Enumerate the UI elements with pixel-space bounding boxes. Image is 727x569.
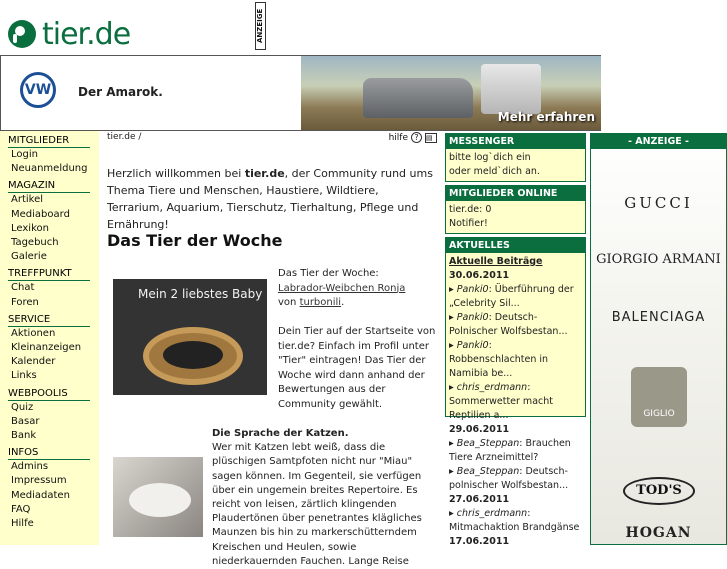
logo-icon (8, 20, 36, 48)
sidebar-item-chat[interactable]: Chat (11, 282, 35, 294)
sidebar-item-tagebuch[interactable]: Tagebuch (11, 237, 59, 249)
sidebar-item-faq[interactable]: FAQ (11, 503, 31, 515)
logo-text: tier.de (42, 16, 131, 52)
main-content (99, 131, 441, 567)
arrow-icon: ▸ (449, 312, 457, 323)
news-list (449, 269, 582, 549)
sidebar-item-links[interactable]: Links (11, 370, 37, 382)
arrow-icon: ▸ (449, 508, 457, 519)
intro-brand: tier.de (244, 167, 285, 180)
top-ad-label: ANZEIGE (255, 2, 266, 50)
news-item[interactable] (449, 283, 582, 311)
pet-of-week-text: Das Tier der Woche: Labrador-Weibchen Ronja von turbonili. Dein Tier auf der Startseite von tier.de? Einfach im Profil unter "Tier" eintragen! Das Tier der Woche wird dann anhand der Bewertungen aus der Community gewählt. (278, 267, 438, 412)
sidebar-item-neuanmeldung[interactable]: Neuanmeldung (11, 163, 88, 175)
news-subtitle[interactable]: Aktuelle Beiträge (449, 256, 543, 267)
news-user[interactable]: chris_erdmann (456, 508, 528, 519)
sidebar-item-mediaboard[interactable]: Mediaboard (11, 208, 70, 220)
welcome-text: Herzlich willkommen bei tier.de, der Community rund ums Thema Tiere und Menschen, Haustiere, Wildtiere, Terrarium, Aquarium, Tierschutz, Tierhaltung, Pflege und Ernährung! (107, 167, 433, 231)
banner-title: Der Amarok. (78, 85, 163, 99)
online-heading: MITGLIEDER ONLINE (446, 186, 585, 201)
news-text[interactable]: : Überführung der „Celebrity Sil... (449, 284, 574, 309)
brand-gucci[interactable]: GUCCI (624, 194, 693, 212)
news-date: 30.06.2011 (449, 270, 510, 281)
news-date: 29.06.2011 (449, 424, 510, 435)
news-date: 27.06.2011 (449, 494, 510, 505)
brand-tods[interactable]: TOD'S (623, 477, 695, 505)
news-heading: AKTUELLES (446, 238, 585, 253)
vw-banner-ad[interactable] (0, 55, 601, 131)
sidebar-item-kalender[interactable]: Kalender (11, 356, 56, 368)
news-text[interactable]: : Robbenschlachten in Namibia be... (449, 340, 549, 379)
dog-shape (163, 341, 223, 369)
news-text[interactable]: : Brauchen Tiere Arzneimittel? (449, 438, 571, 463)
sidebar-nav (0, 131, 99, 545)
horse-trailer-image (481, 64, 541, 114)
nav-section-webpoolis[interactable]: WEBPOOLIS (8, 388, 90, 401)
brand-balenciaga[interactable]: BALENCIAGA (611, 310, 706, 325)
arrow-icon: ▸ (449, 466, 457, 477)
cat-article-image[interactable] (113, 457, 203, 537)
sidebar-item-admins[interactable]: Admins (11, 461, 49, 473)
brand-armani[interactable]: GIORGIO ARMANI (596, 252, 721, 267)
nav-section-infos[interactable]: INFOS (8, 447, 90, 460)
news-text[interactable]: : Sommerwetter macht Reptilien a... (449, 382, 553, 421)
nav-section-service[interactable]: SERVICE (8, 314, 90, 327)
arrow-icon: ▸ (449, 340, 457, 351)
sidebar-item-mediadaten[interactable]: Mediadaten (11, 489, 70, 501)
news-user[interactable]: chris_erdmann (456, 382, 528, 393)
news-item[interactable] (449, 311, 582, 339)
pet-owner-link[interactable]: turbonili (299, 297, 342, 308)
arrow-icon: ▸ (449, 438, 457, 449)
pet-image-caption: Mein 2 liebstes Baby (138, 287, 263, 301)
banner-cta[interactable]: Mehr erfahren (497, 110, 595, 124)
pet-link[interactable]: Labrador-Weibchen Ronja (278, 282, 406, 294)
news-item[interactable] (449, 381, 582, 423)
right-ad[interactable] (590, 133, 727, 545)
site-logo[interactable] (8, 17, 130, 51)
online-box: MITGLIEDER ONLINE tier.de: 0 Notifier! (445, 185, 586, 234)
news-user[interactable]: Panki0 (456, 340, 489, 351)
brand-hogan[interactable]: HOGAN (625, 525, 692, 541)
breadcrumb[interactable]: tier.de / (107, 132, 142, 142)
news-user[interactable]: Panki0 (456, 312, 489, 323)
help-tools (389, 132, 437, 143)
arrow-icon: ▸ (449, 382, 457, 393)
brand-giglio[interactable]: GIGLIO (631, 367, 687, 427)
news-item[interactable] (449, 465, 582, 493)
right-column (445, 133, 586, 547)
news-item[interactable] (449, 507, 582, 535)
sidebar-item-aktionen[interactable]: Aktionen (11, 327, 56, 339)
news-item[interactable] (449, 339, 582, 381)
news-user[interactable]: Bea_Steppan (456, 466, 520, 477)
pet-of-week-image[interactable] (113, 279, 267, 395)
news-text[interactable]: : Mitmachaktion Brandgänse (449, 508, 580, 533)
ad-label: - ANZEIGE - (591, 134, 726, 149)
sidebar-item-galerie[interactable]: Galerie (11, 251, 47, 263)
article-title[interactable]: Die Sprache der Katzen. (212, 428, 349, 439)
pet-info: Dein Tier auf der Startseite von tier.de? Einfach im Profil unter "Tier" eintragen! Das Tier der Woche wird dann anhand der Bewertungen aus der Community gewählt. (278, 326, 436, 410)
news-date: 17.06.2011 (449, 536, 510, 547)
help-icon[interactable]: ? (411, 132, 422, 143)
news-user[interactable]: Panki0 (456, 284, 489, 295)
sidebar-item-lexikon[interactable]: Lexikon (11, 222, 49, 234)
sidebar-item-bank[interactable]: Bank (11, 430, 37, 442)
article-text: Wer mit Katzen lebt weiß, dass die plüschigen Samtpfoten nicht nur "Miau" sagen können. Im Gegenteil, sie verfügen über ein ungemein breites Repertoire. Es reicht von leisen, zärtlich klingenden Plaudertönen über penetrantes klägliches Maunzen bis hin zu markerschütterndem Kreischen und Heulen, sowie niederkauernden Fauchen. Lange Reise (212, 442, 422, 567)
pet-of-week-heading: Das Tier der Woche (107, 231, 283, 250)
sidebar-item-hilfe[interactable]: Hilfe (11, 518, 34, 530)
sidebar-item-kleinanzeigen[interactable]: Kleinanzeigen (11, 342, 82, 354)
messenger-heading: MESSENGER (446, 134, 585, 149)
print-icon[interactable]: ▤ (425, 133, 437, 143)
sidebar-item-impressum[interactable]: Impressum (11, 475, 67, 487)
sidebar-item-quiz[interactable]: Quiz (11, 401, 34, 413)
vw-logo: VW (20, 72, 56, 108)
news-box (445, 237, 586, 547)
news-text[interactable]: : Deutsch-Polnischer Wolfsbestan... (449, 312, 568, 337)
sidebar-item-login[interactable]: Login (11, 149, 38, 160)
cat-shape (129, 483, 191, 517)
news-item[interactable] (449, 437, 582, 465)
banner-photo[interactable] (301, 56, 601, 130)
messenger-box: MESSENGER bitte log`dich ein oder meld`dich an. (445, 133, 586, 182)
cat-article (212, 427, 438, 569)
nav-section-magazin[interactable]: MAGAZIN (8, 180, 90, 193)
news-user[interactable]: Bea_Steppan (456, 438, 520, 449)
pickup-truck-image (363, 78, 473, 118)
sidebar-item-artikel[interactable]: Artikel (11, 194, 44, 206)
sidebar-item-foren[interactable]: Foren (11, 296, 39, 308)
arrow-icon: ▸ (449, 284, 457, 295)
news-text[interactable]: : Deutsch-polnischer Wolfsbestan... (449, 466, 569, 491)
sidebar-item-basar[interactable]: Basar (11, 415, 40, 427)
help-link[interactable]: hilfe (388, 132, 408, 143)
nav-section-mitglieder[interactable]: MITGLIEDER (8, 135, 90, 148)
nav-section-treffpunkt[interactable]: TREFFPUNKT (8, 268, 90, 281)
